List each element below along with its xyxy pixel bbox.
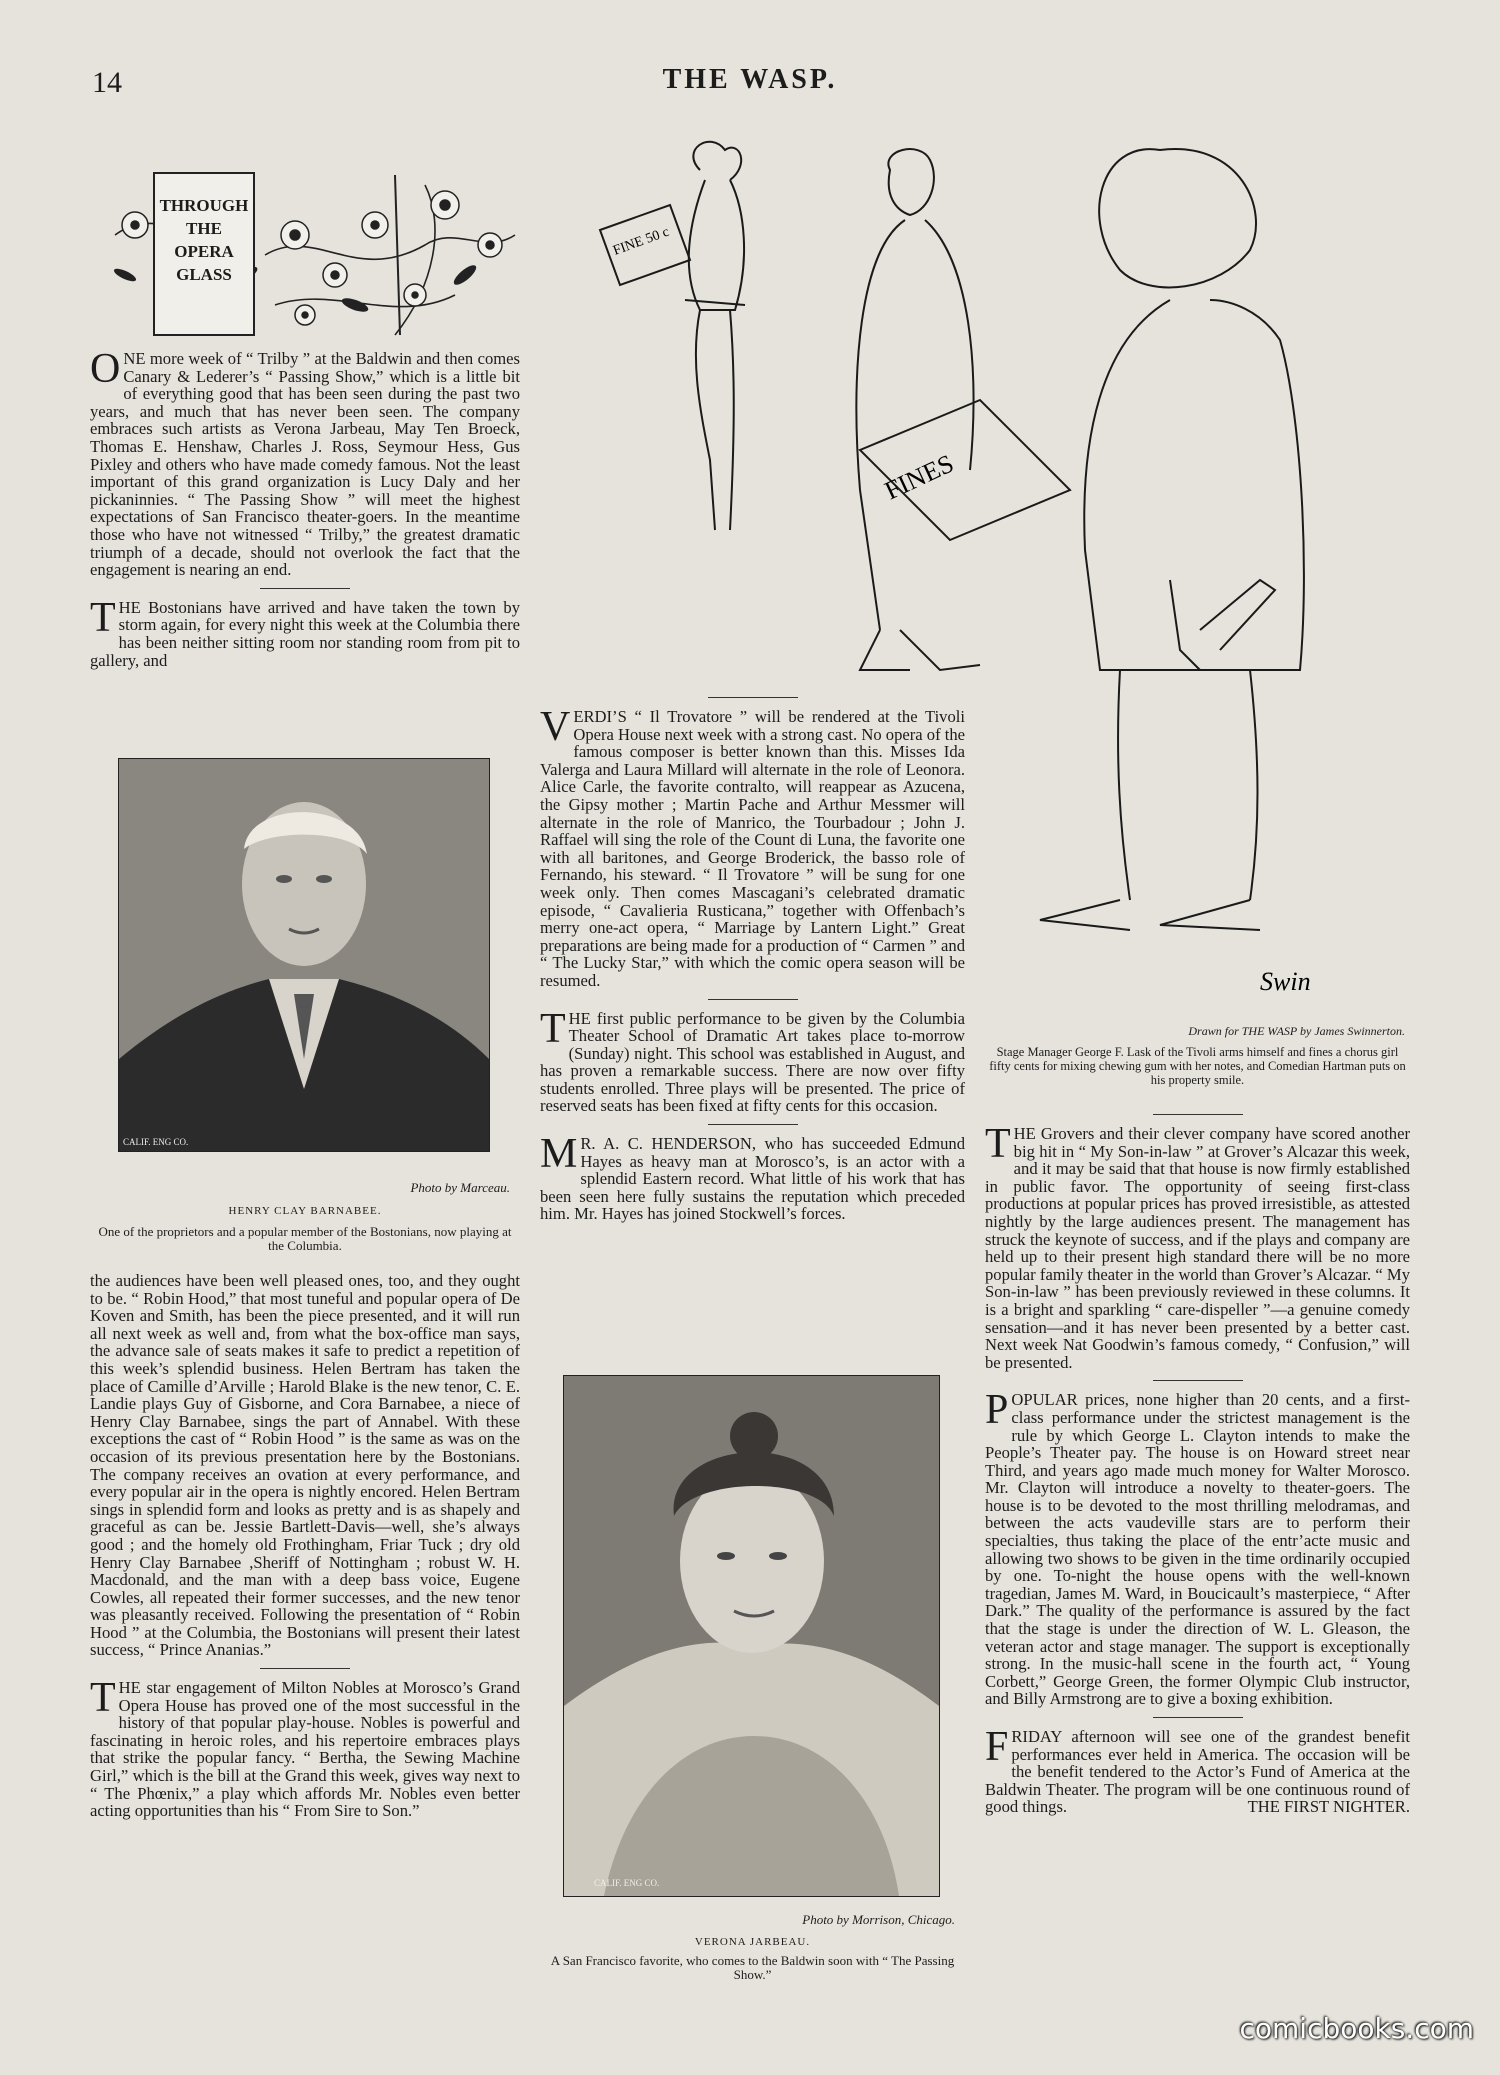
caption-text-jarbeau: A San Francisco favorite, who comes to the Baldwin soon with “ The Passing Show.” <box>550 1953 955 1982</box>
drop-cap: T <box>985 1121 1011 1167</box>
photo-henry-clay-barnabee <box>118 758 490 1152</box>
caption-text-barnabee: One of the proprietors and a popular member of the Bostonians, now playing at the Columbia. <box>98 1224 512 1253</box>
drop-cap: V <box>540 704 571 750</box>
engraver-mark: CALIF. ENG CO. <box>123 1137 189 1147</box>
right-column <box>985 1105 1410 1816</box>
article-henderson: M R. A. C. HENDERSON, who has succeeded Edmund Hayes as heavy man at Morosco’s, is an actor with a splendid Eastern record. What little of his work that has been seen here fully sustains the reputation which preceded him. Mr. Hayes has joined Stockwell’s forces. <box>540 1131 965 1224</box>
engraver-mark: CALIF. ENG CO. <box>594 1878 660 1888</box>
drop-cap: T <box>540 1005 566 1052</box>
article-bostonians-start: THE Bostonians have arrived and have taken the town by storm again, for every night this week at the Columbia there has been neither sitting room nor standing room from pit to gallery, and <box>90 594 520 670</box>
cartoon-sign-big: FINES <box>880 448 959 506</box>
caption-name-barnabee: HENRY CLAY BARNABEE. <box>228 1205 382 1217</box>
section-divider <box>708 1124 798 1125</box>
left-column-top <box>90 346 520 670</box>
drop-cap: O <box>90 346 121 392</box>
section-divider <box>260 1668 350 1669</box>
opera-glass-line: THE <box>186 219 222 238</box>
drop-cap: F <box>985 1724 1009 1770</box>
opera-glass-line: OPERA <box>174 242 234 261</box>
article-nobles: THE star engagement of Milton Nobles at Morosco’s Grand Opera House has proved one of the most successful in the history of that popular play-house. Nobles is powerful and fascinating in heroic roles, and his repertoire embraces plays that strike the popular fancy. “ Bertha, the Sewing Machine Girl,” which is the bill at the Grand this week, gives way next to “ The Phœnix,” a play which affords Mr. Nobles even better acting opportunities than his “ From Sire to Son.” <box>90 1675 520 1821</box>
photo-credit-morrison: Photo by Morrison, Chicago. <box>802 1912 955 1927</box>
article-columbia-school: THE first public performance to be given by the Columbia Theater School of Dramatic Art takes place to-morrow (Sunday) night. This school was established in August, and has proven a remarkable success. There are now over fifty students enrolled. Three plays will be presented. The price of reserved seats has been fixed at fifty cents for this occasion. <box>540 1005 965 1116</box>
section-divider <box>260 588 350 589</box>
section-divider <box>1153 1114 1243 1115</box>
middle-column-top <box>540 688 965 1223</box>
photo-verona-jarbeau <box>563 1375 940 1897</box>
section-divider <box>1153 1717 1243 1718</box>
section-divider <box>1153 1380 1243 1381</box>
artist-signature: Swin <box>1260 967 1311 996</box>
drawn-for-credit: Drawn for THE WASP by James Swinnerton. <box>1188 1024 1405 1038</box>
portrait-woman-image <box>564 1376 939 1896</box>
article-friday: FRIDAY afternoon will see one of the grandest benefit performances ever held in America. The occasion will be the benefit tendered to the Actor’s Fund of America at the Baldwin Theater. The program will be one continuous round of good things. THE FIRST NIGHTER. <box>985 1724 1410 1817</box>
opera-glass-line: GLASS <box>176 265 232 284</box>
drop-cap: P <box>985 1387 1009 1434</box>
cartoon-sign-small: FINE 50 c <box>611 224 672 259</box>
section-divider <box>708 999 798 1000</box>
opera-glass-line: THROUGH <box>159 196 249 215</box>
article-popular-prices: POPULAR prices, none higher than 20 cents, and a first-class performance under the strictest management is the rule by which George L. Clayton intends to make the People’s Theater pay. The house is on Howard street near Third, and years ago made much money for Walter Morosco. Mr. Clayton will introduce a novelty to theater-goers. The house is to be devoted to the most thrilling melodramas, and between the acts vaudeville stars are to perform their specialties, thus taking the place of the entr’acte music and allowing two shows to be given in the time ordinarily occupied by one. To-night the house opens with the well-known tragedian, James M. Ward, in Boucicault’s masterpiece, “ After Dark.” The quality of the performance is assured by the fact that the stage is under the direction of W. L. Gleason, the veteran actor and stage manager. The support is exceptionally strong. In the music-hall scene in the fourth act, “ Young Corbett,” George Green, the former Olympic Club instructor, and Billy Armstrong are to give a boxing exhibition. <box>985 1387 1410 1709</box>
opera-glass-title <box>153 172 255 336</box>
signoff: THE FIRST NIGHTER. <box>1247 1797 1410 1817</box>
cartoon-caption: Stage Manager George F. Lask of the Tivoli arms himself and fines a chorus girl fifty cents for mixing chewing gum with her notes, and Comedian Hartman puts on his property smile. <box>989 1045 1406 1087</box>
masthead-title: THE WASP. <box>662 64 838 95</box>
page-number: 14 <box>92 66 122 99</box>
photo-credit-marceau: Photo by Marceau. <box>410 1180 510 1195</box>
site-watermark: comicbooks.com <box>1239 2012 1474 2045</box>
article-grovers: THE Grovers and their clever company have scored another big hit in “ My Son-in-law ” at Grover’s Alcazar this week, and it may be said that that house is now firmly established in public favor. The opportunity of seeing first-class productions at popular prices has proved irresistible, as attested nightly by the large audiences present. The management has struck the keynote of success, and if the plays and company are held up to their present high standard there will be no more popular family theater in the world than Grover’s Alcazar. “ My Son-in-law ” has been previously reviewed in these columns. It is a bright and sparkling “ care-dispeller ”—a genuine comedy sensation—and it has never been presented by a better cast. Next week Nat Goodwin’s famous comedy, “ Confusion,” will be presented. <box>985 1121 1410 1372</box>
drop-cap: T <box>90 1675 116 1722</box>
section-divider <box>708 697 798 698</box>
caption-name-jarbeau: VERONA JARBEAU. <box>694 1936 811 1948</box>
drop-cap: T <box>90 594 116 641</box>
article-trilby: ONE more week of “ Trilby ” at the Baldwin and then comes Canary & Lederer’s “ Passing Show,” which is a little bit of everything good that has been seen during the past two years, and much that has never been seen. The company embraces such artists as Verona Jarbeau, May Ten Broeck, Thomas E. Henshaw, Charles J. Ross, Seymour Hess, Gus Pixley and others who have made comedy famous. Not the least important of this grand organization is Lucy Daly and her pickaninnies. “ The Passing Show ” will meet the highest expectations of San Francisco theater-goers. In the meantime those who have not witnessed “ Trilby,” the greatest dramatic triumph of a decade, should not overlook the fact that the engagement is nearing an end. <box>90 346 520 580</box>
article-bostonians-continued: the audiences have been well pleased ones, too, and they ought to be. “ Robin Hood,” that most tuneful and popular opera of De Koven and Smith, has been the piece presented, and it will run all next week as well and, from what the box-office man says, the advance sale of seats makes it safe to predict a repetition of this week’s splendid business. Helen Bertram has taken the place of Camille d’Arville ; Harold Blake is the new tenor, C. E. Landie plays Guy of Gisborne, and Cora Barnabee, a niece of Henry Clay Barnabee, sings the part of Annabel. With these exceptions the cast of “ Robin Hood ” is the same as was on the occasion of its previous presentation here by the Bostonians. The company receives an ovation at every performance, and every popular air in the opera is nightly encored. Helen Bertram sings in splendid form and looks as pretty and is as shapely and graceful as can be. Jessie Bartlett-Davis—well, she’s always good ; and the homely old Frothingham, Friar Tuck ; dry old Henry Clay Barnabee ,Sheriff of Nottingham ; robust W. H. Macdonald, and the man with a deep bass voice, Eugene Cowles, all repeated their former successes, and the new tenor was pleasantly received. Following the presentation of “ Robin Hood ” at the Columbia, the Bostonians will present their latest success, “ Prince Ananias.” <box>90 1271 520 1660</box>
left-column-bottom <box>90 1272 520 1820</box>
drop-cap: M <box>540 1131 578 1178</box>
article-verdi: VERDI’S “ Il Trovatore ” will be rendered at the Tivoli Opera House next week with a strong cast. No opera of the famous composer is better known than this. Misses Ida Valerga and Laura Millard will alternate in the role of Leonora. Alice Carle, the favorite contralto, will reappear as Azucena, the Gipsy mother ; Martin Pache and Arthur Messmer will alternate in the role of Manrico, the Tourbadour ; John J. Raffael will sing the role of the Count di Luna, the favorite one with all baritones, and George Broderick, the basso role of Fernando, his steward. “ Il Trovatore ” will be sung for one week only. Then comes Mascagani’s celebrated dramatic episode, “ Cavalieria Rusticana,” together with Offenbach’s merry one-act opera, “ Marriage by Lantern Light.” Great preparations are being made for a production of “ Carmen ” and “ The Lucky Star,” with which the comic opera season will be resumed. <box>540 704 966 990</box>
portrait-man-image <box>119 759 489 1151</box>
